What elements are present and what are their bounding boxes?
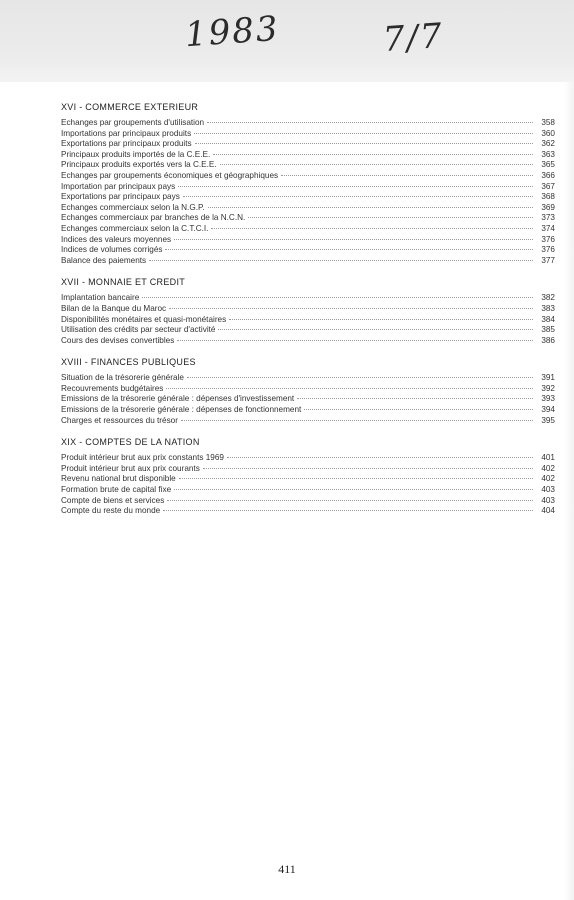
dot-leader [167,500,533,501]
entry-page-number: 358 [541,118,555,127]
dot-leader [195,143,533,144]
entry-page-number: 373 [541,213,555,223]
entry-page-number: 377 [541,255,555,265]
entry-page-number: 374 [541,223,555,233]
entry-page-number: 362 [541,139,555,149]
handwritten-year: 1983 [183,8,281,56]
toc-entry [61,224,555,235]
entry-label: Echanges par groupements économiques et géographiques [61,170,279,180]
dot-leader [203,468,533,469]
entry-page-number: 403 [541,485,555,495]
dot-leader [220,164,533,165]
toc-entry [61,506,555,517]
dot-leader [166,388,533,389]
dot-leader [187,377,533,378]
dot-leader [183,196,533,197]
entry-label: Principaux produits importés de la C.E.E. [61,149,211,159]
entry-label: Balance des paiements [61,255,147,265]
entry-page-number: 392 [541,383,555,393]
toc-entry [61,213,555,224]
entry-page-number: 403 [541,495,555,505]
entry-label: Utilisation des crédits par secteur d'activité [61,325,216,335]
toc-entry [61,485,555,496]
entry-label: Emissions de la trésorerie générale : dépenses d'investissement [61,394,295,404]
toc-entry [61,464,555,475]
entry-label: Disponibilités monétaires et quasi-monétaires [61,314,227,324]
entry-page-number: 360 [541,128,555,138]
entry-page-number: 368 [541,192,555,202]
toc-section [61,357,555,426]
entry-label: Echanges commerciaux par branches de la N.C.N. [61,213,246,223]
dot-leader [281,175,533,176]
entry-label: Exportations par principaux pays [61,192,180,202]
entry-page-number: 376 [541,245,555,255]
entry-label: Revenu national brut disponible [61,474,176,484]
dot-leader [169,308,533,309]
entry-page-number: 402 [541,474,555,484]
entry-page-number: 391 [541,373,555,383]
entry-page-number: 404 [541,506,555,516]
toc-entry [61,315,555,326]
dot-leader [229,319,533,320]
page-edge-shadow [564,82,574,900]
toc-entry [61,336,555,347]
toc-entry [61,118,555,129]
toc-section [61,277,555,346]
toc-entry [61,235,555,246]
entry-label: Recouvrements budgétaires [61,383,164,393]
dot-leader [213,154,533,155]
entry-page-number: 393 [541,394,555,404]
entry-page-number: 394 [541,405,555,415]
entry-label: Emissions de la trésorerie générale : dépenses de fonctionnement [61,405,302,415]
scan-header-band [0,0,574,82]
toc-entry [61,256,555,267]
entry-page-number: 385 [541,325,555,335]
toc-entry [61,245,555,256]
entry-label: Implantation bancaire [61,293,140,303]
entry-label: Echanges commerciaux selon la C.T.C.I. [61,223,209,233]
entry-label: Compte de biens et services [61,495,165,505]
toc-section [61,102,555,266]
toc-entry [61,373,555,384]
dot-leader [177,340,533,341]
toc-section [61,437,555,517]
table-of-contents [61,102,555,528]
entry-page-number: 384 [541,314,555,324]
entry-label: Exportations par principaux produits [61,139,192,149]
dot-leader [297,398,533,399]
entry-page-number: 382 [541,293,555,303]
section-title: XVII - MONNAIE ET CREDIT [61,277,186,288]
toc-entry [61,325,555,336]
entry-page-number: 363 [541,149,555,159]
toc-entry [61,474,555,485]
dot-leader [178,186,533,187]
dot-leader [248,217,533,218]
entry-page-number: 367 [541,181,555,191]
dot-leader [181,420,533,421]
dot-leader [208,207,533,208]
entry-label: Compte du reste du monde [61,506,161,516]
section-title: XVIII - FINANCES PUBLIQUES [61,357,196,368]
dot-leader [149,260,533,261]
entry-label: Produit intérieur brut aux prix constants 1969 [61,453,224,463]
entry-label: Produit intérieur brut aux prix courants [61,463,200,473]
dot-leader [194,133,533,134]
page-number: 411 [278,862,296,876]
entry-label: Situation de la trésorerie générale [61,373,184,383]
dot-leader [174,239,533,240]
dot-leader [211,228,533,229]
dot-leader [163,510,533,511]
toc-entry [61,203,555,214]
toc-entry [61,496,555,507]
entry-label: Cours des devises convertibles [61,335,175,345]
dot-leader [207,122,533,123]
dot-leader [179,478,533,479]
toc-entry [61,293,555,304]
entry-label: Principaux produits exportés vers la C.E.E. [61,160,217,170]
toc-entry [61,150,555,161]
entry-page-number: 395 [541,415,555,425]
dot-leader [174,489,533,490]
entry-page-number: 402 [541,463,555,473]
toc-entry [61,384,555,395]
entry-page-number: 401 [541,453,555,463]
entry-label: Importations par principaux produits [61,128,192,138]
entry-label: Formation brute de capital fixe [61,485,172,495]
toc-entry [61,192,555,203]
entry-label: Indices des valeurs moyennes [61,234,172,244]
dot-leader [165,249,533,250]
entry-page-number: 369 [541,202,555,212]
entry-label: Echanges par groupements d'utilisation [61,118,205,127]
entry-page-number: 365 [541,160,555,170]
toc-entry [61,129,555,140]
section-title: XIX - COMPTES DE LA NATION [61,437,200,448]
dot-leader [304,409,533,410]
entry-label: Echanges commerciaux selon la N.G.P. [61,202,205,212]
entry-page-number: 376 [541,234,555,244]
toc-entry [61,416,555,427]
toc-entry [61,171,555,182]
toc-entry [61,139,555,150]
entry-page-number: 366 [541,170,555,180]
entry-label: Bilan de la Banque du Maroc [61,303,167,313]
toc-entry [61,182,555,193]
entry-label: Importation par principaux pays [61,181,176,191]
toc-entry [61,405,555,416]
dot-leader [142,297,533,298]
dot-leader [218,329,533,330]
handwritten-volume: 7/7 [381,15,446,61]
toc-entry [61,160,555,171]
toc-entry [61,394,555,405]
entry-page-number: 386 [541,335,555,345]
entry-page-number: 383 [541,303,555,313]
section-title: XVI - COMMERCE EXTERIEUR [61,102,199,112]
toc-entry [61,453,555,464]
entry-label: Indices de volumes corrigés [61,245,163,255]
dot-leader [227,457,533,458]
entry-label: Charges et ressources du trésor [61,415,178,425]
toc-entry [61,304,555,315]
